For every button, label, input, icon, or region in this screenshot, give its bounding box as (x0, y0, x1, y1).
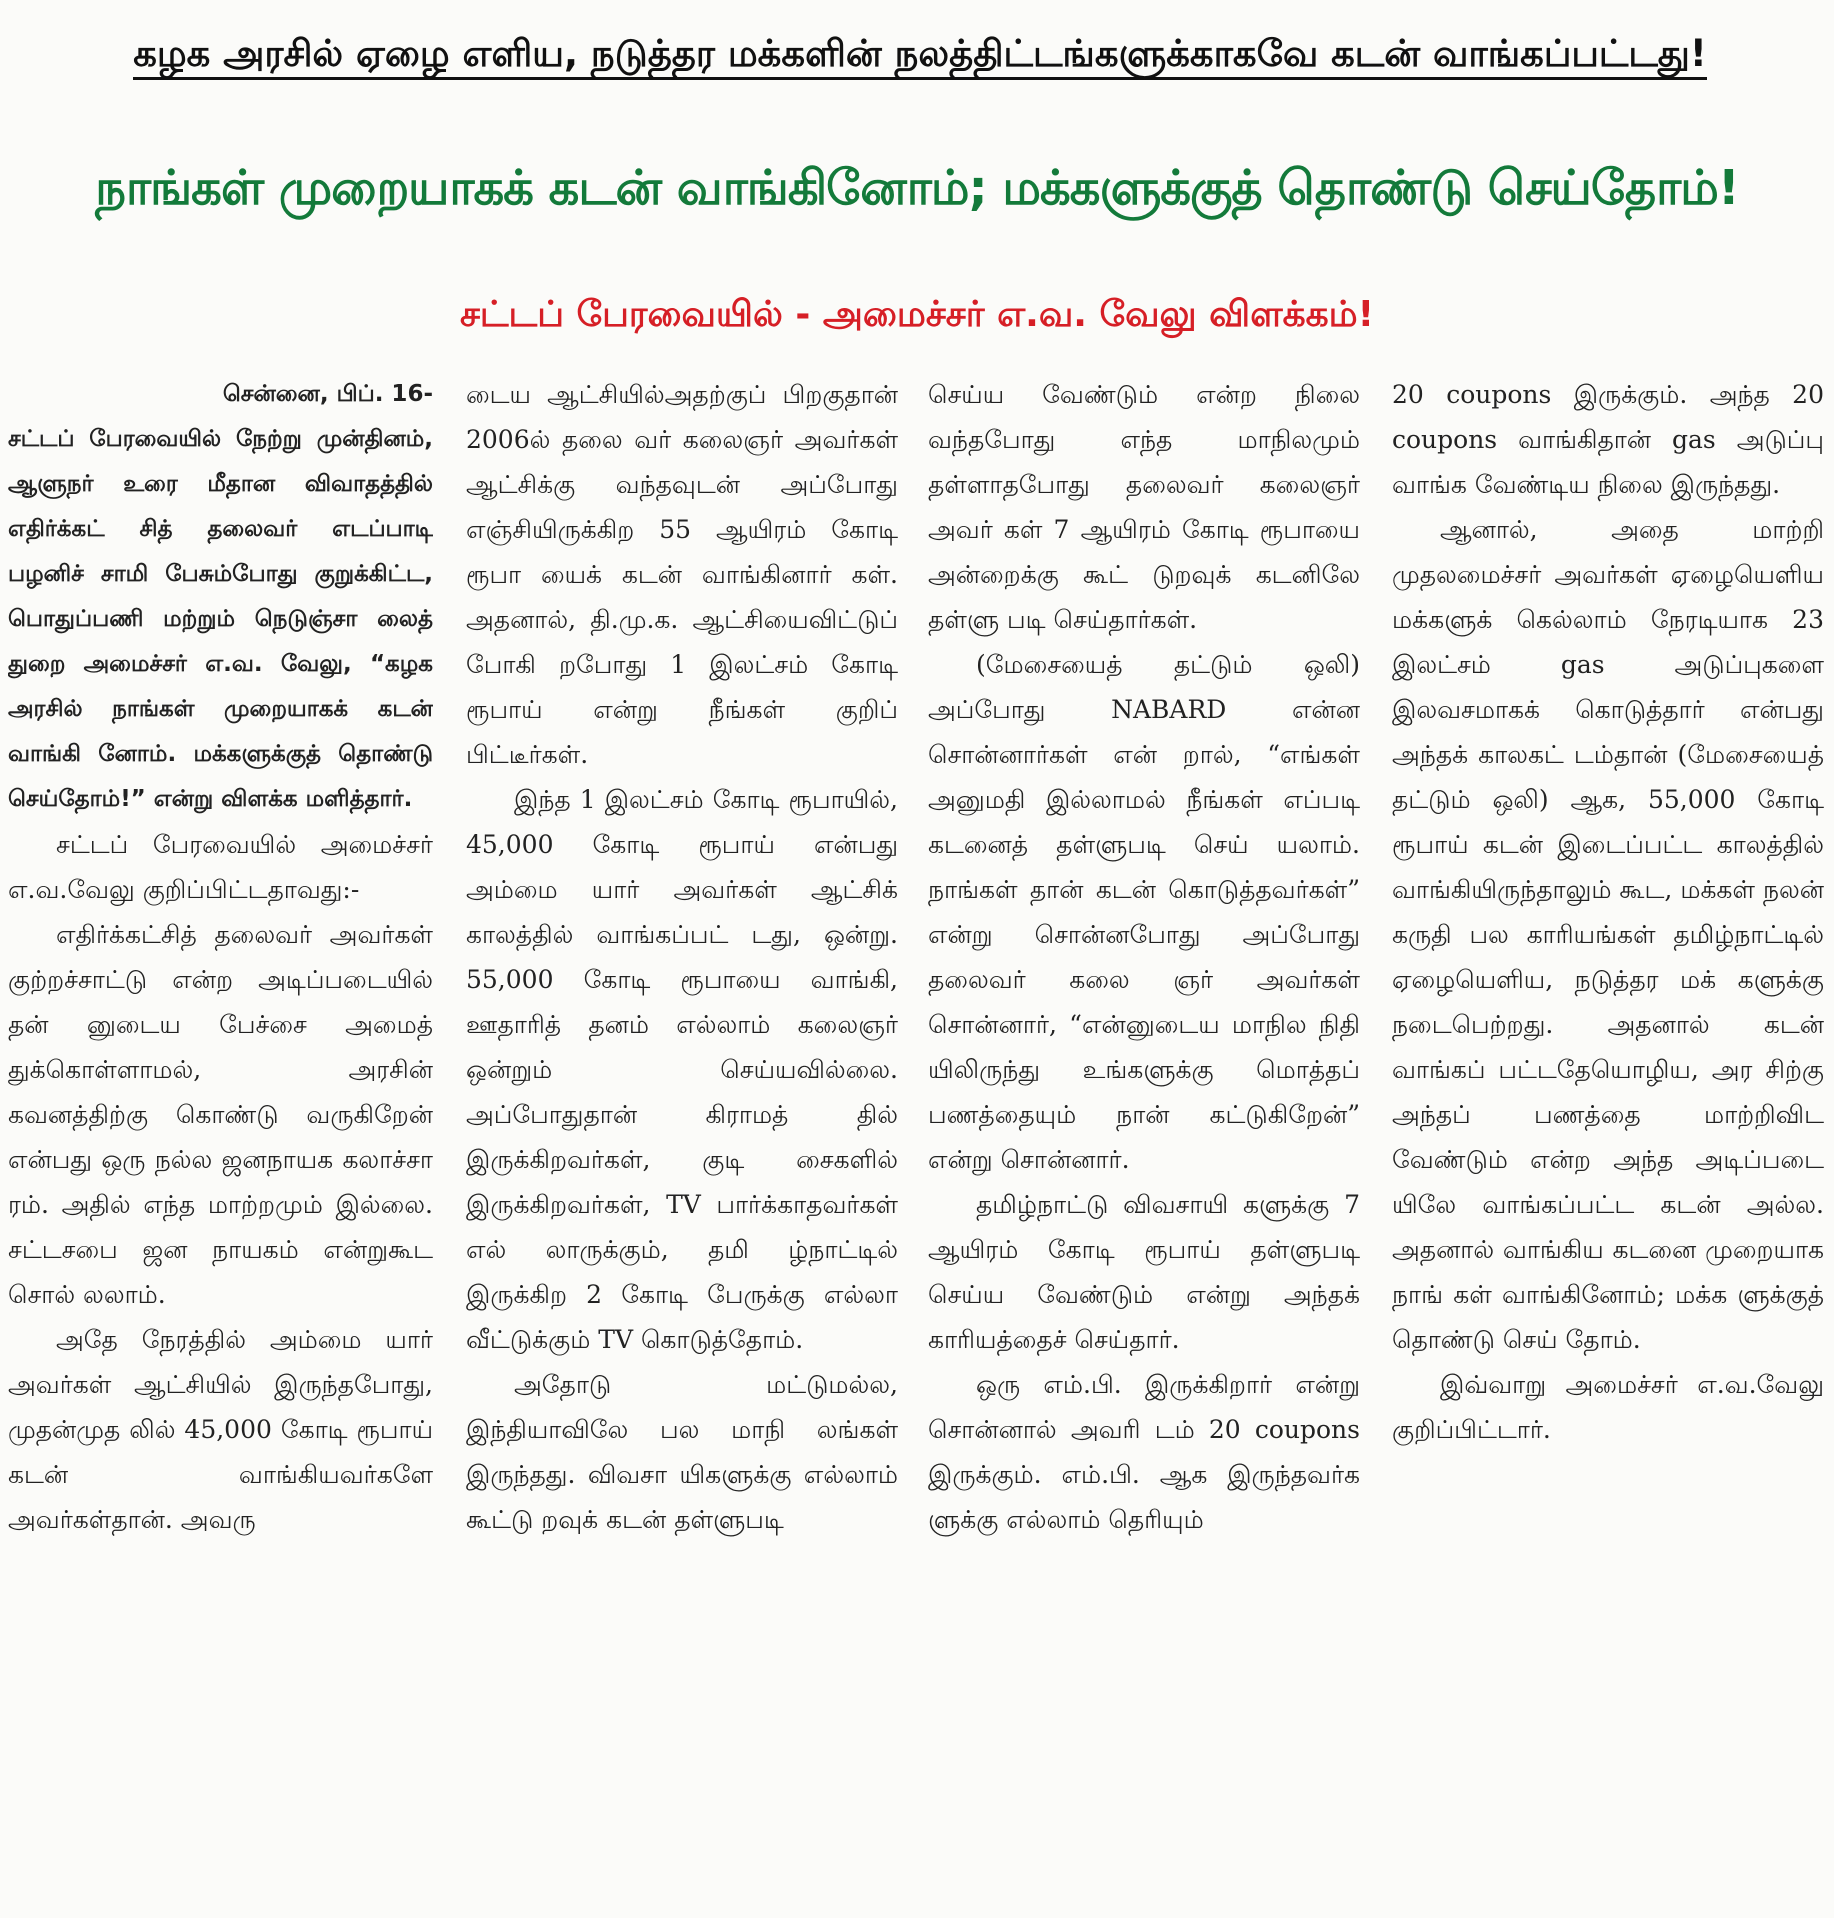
body-paragraph: அதோடு மட்டுமல்ல, இந்தியாவிலே பல மாநி லங்கள் இருந்தது. விவசா யிகளுக்கு எல்லாம் கூட்டு றவுக் கடன் தள்ளுபடி (466, 1370, 898, 1534)
body-paragraph: (மேசையைத் தட்டும் ஒலி) அப்போது NABARD என்ன சொன்னார்கள் என் றால், “எங்கள் அனுமதி இல்லாமல் நீங்கள் எப்படி கடனைத் தள்ளுபடி செய் யலாம். நாங்கள் தான் கடன் கொடுத்தவர்கள்” என்று சொன்னபோது அப்போது தலைவர் கலை ஞர் அவர்கள் சொன்னார், “என்னுடைய மாநில நிதி யிலிருந்து உங்களுக்கு மொத்தப் பணத்தையும் நான் கட்டுகிறேன்” என்று சொன்னார். (928, 650, 1360, 1174)
kicker-text: கழக அரசில் ஏழை எளிய, நடுத்தர மக்களின் நலத்திட்டங்களுக்காகவே கடன் வாங்கப்பட்டது! (133, 32, 1707, 80)
kicker-line (40, 22, 1800, 86)
body-paragraph: அதே நேரத்தில் அம்மை யார் அவர்கள் ஆட்சியில் இருந்தபோது, முதன்முத லில் 45,000 கோடி ரூபாய் கடன் வாங்கியவர்களே அவர்கள்தான். அவரு (8, 1325, 433, 1534)
body-paragraph: எதிர்க்கட்சித் தலைவர் அவர்கள் குற்றச்சாட்டு என்ற அடிப்படையில் தன் னுடைய பேச்சை அமைத் துக்கொள்ளாமல், அரசின் கவனத்திற்கு கொண்டு வருகிறேன் என்பது ஒரு நல்ல ஜனநாயக கலாச்சா ரம். அதில் எந்த மாற்றமும் இல்லை. சட்டசபை ஜன நாயகம் என்றுகூட சொல் லலாம். (8, 920, 433, 1309)
lead-paragraph: சட்டப் பேரவையில் நேற்று முன்தினம், ஆளுநர் உரை மீதான விவாதத்தில் எதிர்க்கட் சித் தலைவர் எடப்பாடி பழனிச் சாமி பேசும்போது குறுக்கிட்ட, பொதுப்பணி மற்றும் நெடுஞ்சா லைத் துறை அமைச்சர் எ.வ. வேலு, “கழக அரசில் நாங்கள் முறையாகக் கடன் வாங்கி னோம். மக்களுக்குத் தொண்டு செய்தோம்!” என்று விளக்க மளித்தார். (8, 426, 433, 812)
body-paragraph: சட்டப் பேரவையில் அமைச்சர் எ.வ.வேலு குறிப்பிட்டதாவது:- (8, 830, 433, 904)
sub-headline: சட்டப் பேரவையில் - அமைச்சர் எ.வ. வேலு விளக்கம்! (459, 294, 1375, 335)
column-3 (928, 372, 1360, 1902)
body-paragraph: இந்த 1 இலட்சம் கோடி ரூபாயில், 45,000 கோடி ரூபாய் என்பது அம்மை யார் அவர்கள் ஆட்சிக் காலத்தில் வாங்கப்பட் டது, ஒன்று. 55,000 கோடி ரூபாயை வாங்கி, ஊதாரித் தனம் எல்லாம் கலைஞர் ஒன்றும் செய்யவில்லை. அப்போதுதான் கிராமத் தில் இருக்கிறவர்கள், குடி சைகளில் இருக்கிறவர்கள், TV பார்க்காதவர்கள் எல் லாருக்கும், தமி ழ்நாட்டில் இருக்கிற 2 கோடி பேருக்கு எல்லா வீட்டுக்கும் TV கொடுத்தோம். (466, 785, 898, 1354)
body-paragraph: டைய ஆட்சியில்அதற்குப் பிறகுதான் 2006ல் தலை வர் கலைஞர் அவர்கள் ஆட்சிக்கு வந்தவுடன் அப்போது எஞ்சியிருக்கிற 55 ஆயிரம் கோடி ரூபா யைக் கடன் வாங்கினார் கள். அதனால், தி.மு.க. ஆட்சியைவிட்டுப் போகி றபோது 1 இலட்சம் கோடி ரூபாய் என்று நீங்கள் குறிப் பிட்டீர்கள். (466, 380, 898, 769)
column-1 (8, 372, 433, 1902)
column-4 (1392, 372, 1824, 1902)
body-paragraph: தமிழ்நாட்டு விவசாயி களுக்கு 7 ஆயிரம் கோடி ரூபாய் தள்ளுபடி செய்ய வேண்டும் என்று அந்தக் காரியத்தைச் செய்தார். (928, 1190, 1360, 1354)
body-paragraph: ஆனால், அதை மாற்றி முதலமைச்சர் அவர்கள் ஏழையெளிய மக்களுக் கெல்லாம் நேரடியாக 23 இலட்சம் gas அடுப்புகளை இலவசமாகக் கொடுத்தார் என்பது அந்தக் காலகட் டம்தான் (மேசையைத் தட்டும் ஒலி) ஆக, 55,000 கோடி ரூபாய் கடன் இடைப்பட்ட காலத்தில் வாங்கியிருந்தாலும் கூட, மக்கள் நலன் கருதி பல காரியங்கள் தமிழ்நாட்டில் ஏழையெளிய, நடுத்தர மக் களுக்கு நடைபெற்றது. அதனால் கடன் வாங்கப் பட்டதேயொழிய, அர சிற்கு அந்தப் பணத்தை மாற்றிவிட வேண்டும் என்ற அந்த அடிப்படை யிலே வாங்கப்பட்ட கடன் அல்ல. அதனால் வாங்கிய கடனை முறையாக நாங் கள் வாங்கினோம்; மக்க ளுக்குத் தொண்டு செய் தோம். (1392, 515, 1824, 1354)
body-paragraph: ஒரு எம்.பி. இருக்கிறார் என்று சொன்னால் அவரி டம் 20 coupons இருக்கும். எம்.பி. ஆக இருந்தவர்க ளுக்கு எல்லாம் தெரியும் (928, 1370, 1360, 1534)
body-paragraph: இவ்வாறு அமைச்சர் எ.வ.வேலு குறிப்பிட்டார். (1392, 1370, 1824, 1444)
body-paragraph: செய்ய வேண்டும் என்ற நிலை வந்தபோது எந்த மாநிலமும் தள்ளாதபோது தலைவர் கலைஞர் அவர் கள் 7 ஆயிரம் கோடி ரூபாயை அன்றைக்கு கூட் டுறவுக் கடனிலே தள்ளு படி செய்தார்கள். (928, 380, 1360, 634)
body-paragraph: 20 coupons இருக்கும். அந்த 20 coupons வாங்கிதான் gas அடுப்பு வாங்க வேண்டிய நிலை இருந்தது. (1392, 380, 1824, 499)
main-headline: நாங்கள் முறையாகக் கடன் வாங்கினோம்; மக்களுக்குத் தொண்டு செய்தோம்! (95, 160, 1739, 216)
dateline: சென்னை, பிப். 16- (222, 381, 433, 407)
column-2 (466, 372, 898, 1902)
